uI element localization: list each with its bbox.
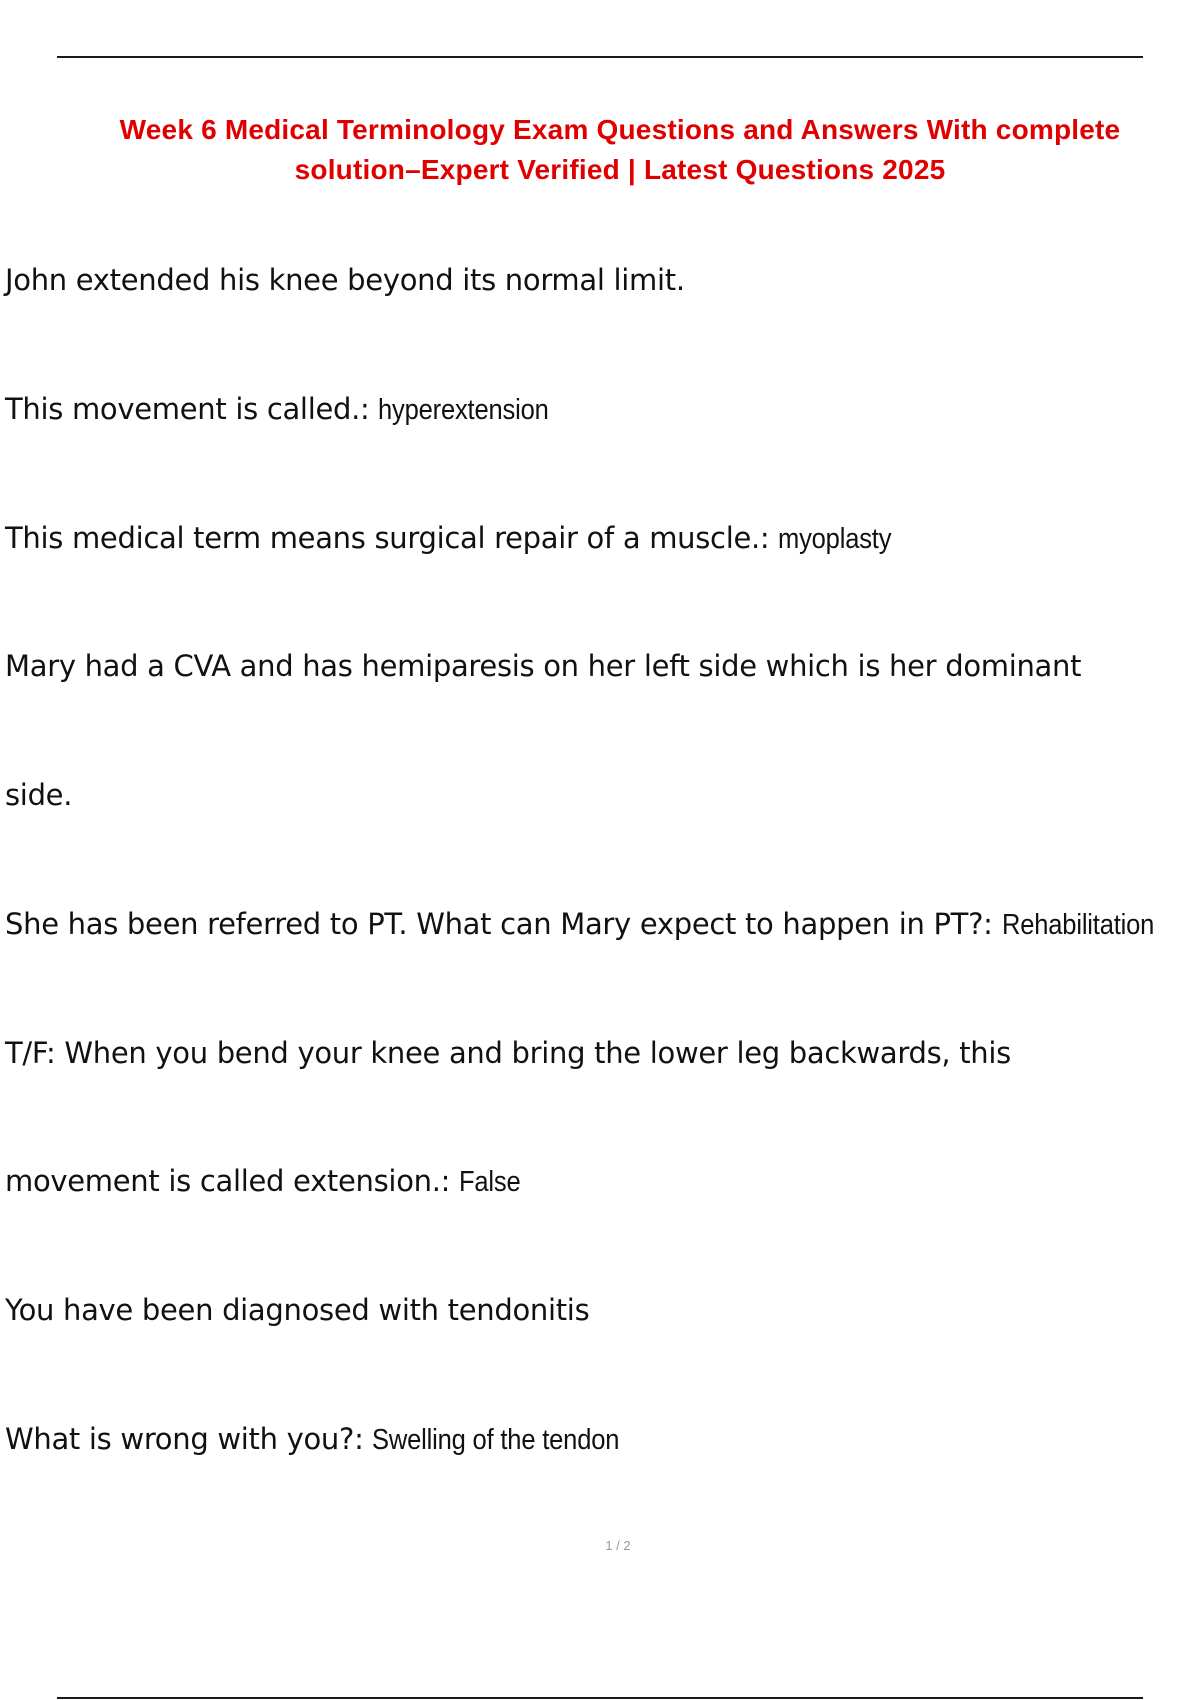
- question-text: She has been referred to PT. What can Mary expect to happen in PT?:: [5, 907, 1002, 941]
- question-text: You have been diagnosed with tendonitis: [5, 1293, 590, 1327]
- question-line: [5, 904, 1175, 945]
- question-line: [5, 1419, 653, 1460]
- question-text: movement is called extension.:: [5, 1164, 460, 1198]
- question-line: [5, 389, 572, 430]
- question-line: [5, 260, 685, 300]
- question-line: [5, 518, 907, 559]
- answer-text: Rehabilitation: [1001, 909, 1154, 941]
- question-line: [5, 1290, 589, 1330]
- question-line: [5, 1033, 1011, 1073]
- title-line-1: Week 6 Medical Terminology Exam Questions and Answers With complete: [119, 114, 1121, 145]
- question-text: T/F: When you bend your knee and bring the lower leg backwards, this: [5, 1036, 1011, 1070]
- question-text: John extended his knee beyond its normal limit.: [5, 263, 685, 297]
- answer-text: hyperextension: [378, 394, 550, 426]
- document-title: [20, 110, 1200, 190]
- answer-text: False: [459, 1166, 521, 1198]
- question-text: This medical term means surgical repair of a muscle.:: [5, 521, 779, 555]
- question-line: [5, 775, 72, 815]
- question-line: [5, 646, 1081, 686]
- answer-text: Swelling of the tendon: [372, 1424, 620, 1456]
- question-text: side.: [5, 778, 73, 812]
- question-text: Mary had a CVA and has hemiparesis on her left side which is her dominant: [5, 649, 1082, 683]
- top-divider: [57, 56, 1143, 58]
- title-line-2: solution–Expert Verified | Latest Questions 2025: [294, 154, 946, 185]
- page-number: 1 / 2: [605, 1538, 631, 1553]
- question-text: This movement is called.:: [5, 392, 379, 426]
- bottom-divider: [57, 1697, 1143, 1699]
- answer-text: myoplasty: [778, 523, 892, 555]
- question-line: [5, 1161, 529, 1202]
- question-text: What is wrong with you?:: [5, 1422, 373, 1456]
